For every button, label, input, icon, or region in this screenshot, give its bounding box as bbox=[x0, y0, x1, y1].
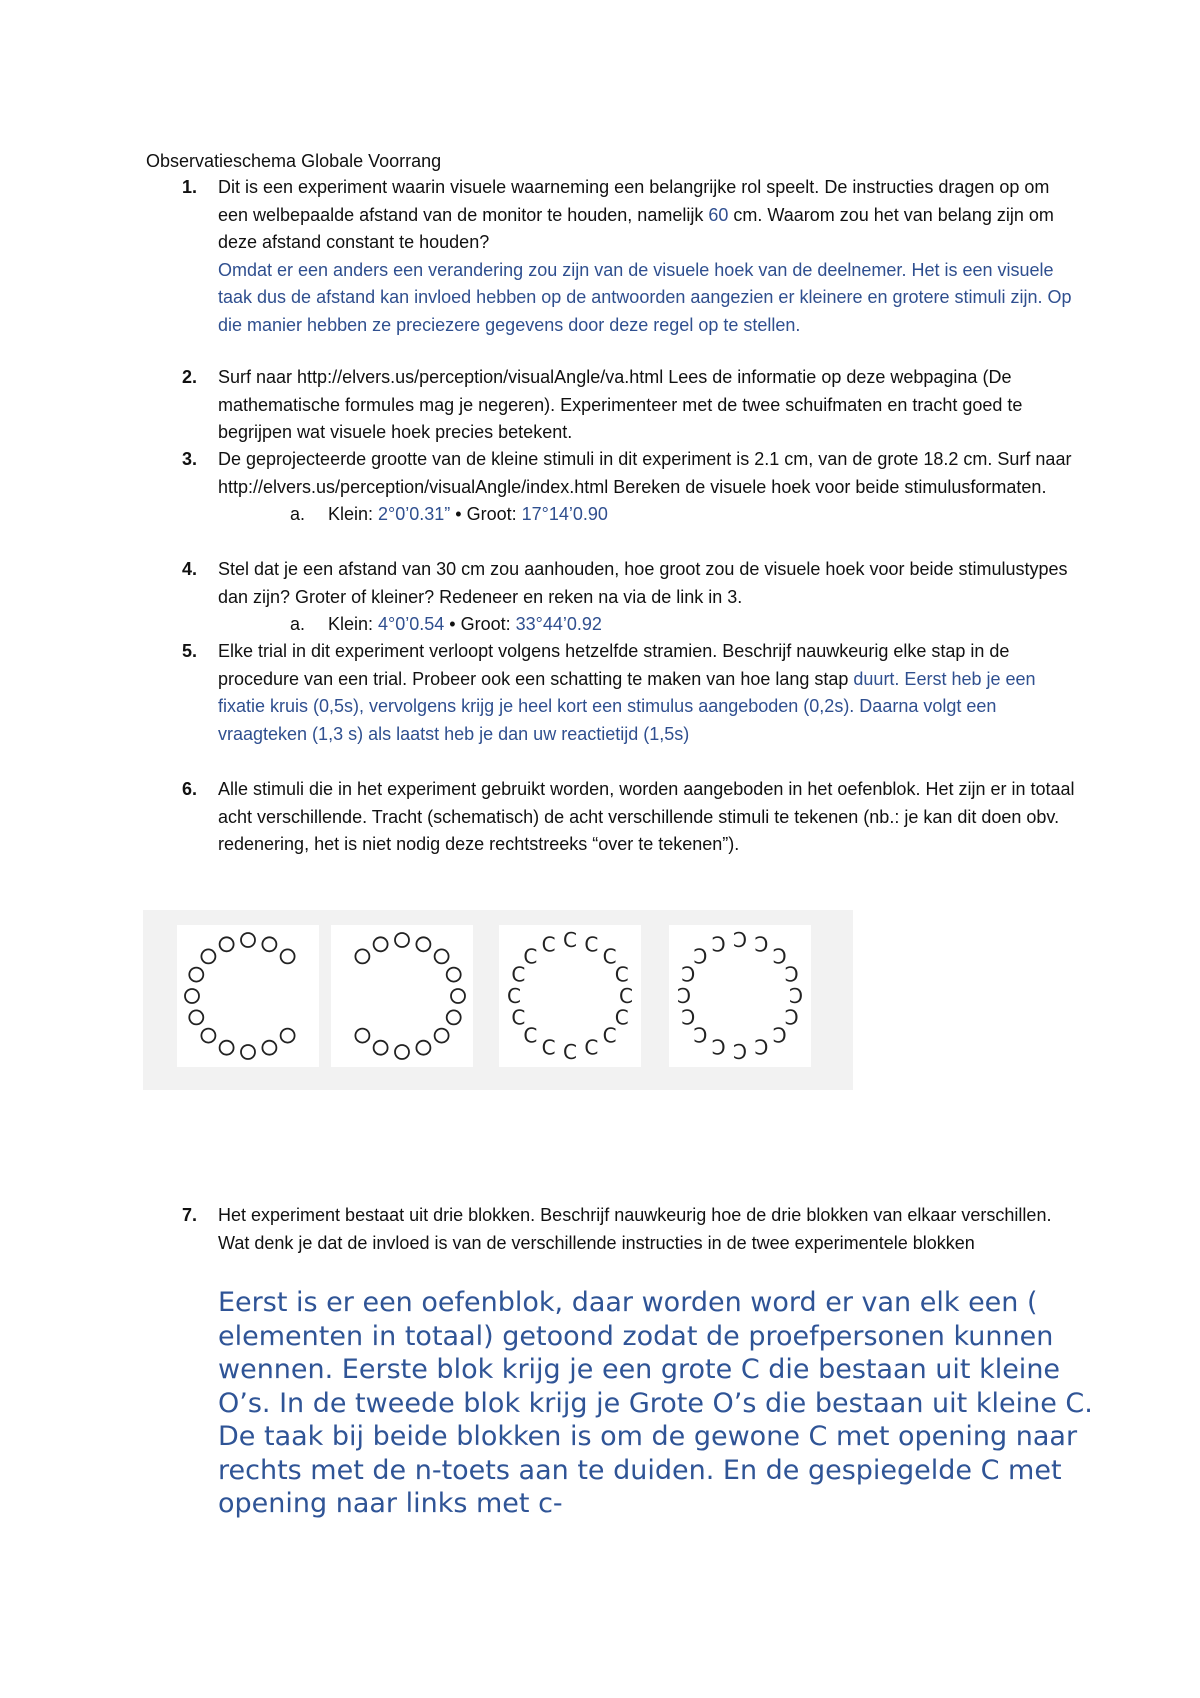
local-letter-c: C bbox=[584, 932, 599, 957]
local-letter-o bbox=[281, 1029, 295, 1043]
local-letter-o bbox=[447, 1010, 461, 1024]
question-1 bbox=[146, 174, 1076, 339]
local-letter-o bbox=[416, 1041, 430, 1055]
question-number: 4. bbox=[182, 559, 198, 579]
angle-large: 17°14’0.90 bbox=[521, 504, 608, 524]
local-letter-c: C bbox=[602, 944, 617, 969]
sub-label-small: Klein: bbox=[328, 614, 379, 634]
question-2 bbox=[146, 364, 1076, 447]
local-letter-c: C bbox=[619, 984, 633, 1008]
local-letter-o bbox=[189, 968, 203, 982]
local-letter-c: Ɔ bbox=[788, 984, 804, 1008]
question-text-continued: cm. Waarom zou het van belang zijn om deze afstand constant te houden? bbox=[218, 204, 1054, 252]
local-letter-o bbox=[220, 937, 234, 951]
local-letter-c: C bbox=[614, 1005, 629, 1030]
answer-text-large: Eerst is er een oefenblok, daar worden word er van elk een ( elementen in totaal) getoond zodat de proefpersonen kunnen wennen. Eerste blok krijg je een grote C die bestaan uit kleine O’s. In de tweede blok krijg je Grote O’s die bestaan uit kleine C. De taak bij beide blokken is om de gewone C met opening naar rechts met de n-toets aan te duiden. En de gespiegelde C met opening naar links met c- bbox=[218, 1287, 1093, 1519]
question-text: Surf naar http://elvers.us/perception/visualAngle/va.html Lees de informatie op deze webpagina (De mathematische formules mag je negeren). Experimenteer met de twee schuifmaten en tracht goed te begrijpen wat visuele hoek precies betekent. bbox=[218, 367, 1023, 442]
stimulus-3 bbox=[499, 925, 641, 1067]
local-letter-c: Ɔ bbox=[681, 962, 696, 987]
stimulus-panel-4 bbox=[669, 925, 811, 1067]
local-letter-o bbox=[416, 937, 430, 951]
angle-small: 4°0’0.54 bbox=[378, 614, 445, 634]
local-letter-o bbox=[241, 933, 255, 947]
question-number: 3. bbox=[182, 449, 198, 469]
document-title: Observatieschema Globale Voorrang bbox=[146, 151, 442, 171]
question-number: 7. bbox=[182, 1205, 198, 1225]
stimulus-2 bbox=[331, 925, 473, 1067]
question-number: 5. bbox=[182, 641, 198, 661]
answer-text: Omdat er een anders een verandering zou zijn van de visuele hoek van de deelnemer. Het is een visuele taak dus de afstand kan invloed hebben op de antwoorden aangezien er kleinere en grotere stimuli zijn. Op die manier hebben ze preciezere gegevens door deze regel op te stellen. bbox=[218, 259, 1072, 335]
local-letter-o bbox=[241, 1045, 255, 1059]
local-letter-c: Ɔ bbox=[754, 1035, 769, 1060]
local-letter-o bbox=[395, 1045, 409, 1059]
sub-label-large: • Groot: bbox=[450, 504, 522, 524]
stimulus-panel-1 bbox=[177, 925, 319, 1067]
sub-label-large: • Groot: bbox=[444, 614, 516, 634]
local-letter-o bbox=[262, 1041, 276, 1055]
local-letter-c: Ɔ bbox=[693, 1023, 708, 1048]
question-text: De geprojecteerde grootte van de kleine stimuli in dit experiment is 2.1 cm, van de grote 18.2 cm. Surf naar http://elvers.us/perception/visualAngle/index.html Bereken de visuele hoek voor beide stimulusformaten. bbox=[218, 449, 1072, 497]
sub-answer bbox=[290, 611, 1076, 639]
question-text: Elke trial in dit experiment verloopt volgens hetzelfde stramien. Beschrijf nauwkeurig elke stap in de procedure van een trial. Probeer ook een schatting te maken van hoe lang stap bbox=[218, 641, 1010, 689]
local-letter-o bbox=[395, 933, 409, 947]
question-7 bbox=[146, 1202, 1076, 1257]
sub-letter: a. bbox=[290, 614, 306, 634]
question-text: Het experiment bestaat uit drie blokken. Beschrijf nauwkeurig hoe de drie blokken van elkaar verschillen. Wat denk je dat de invloed is van de verschillende instructies in de twee experimentele blokken bbox=[218, 1205, 1052, 1253]
local-letter-c: C bbox=[541, 1035, 556, 1060]
local-letter-c: Ɔ bbox=[711, 1035, 726, 1060]
question-number: 2. bbox=[182, 367, 198, 387]
stimuli-figure bbox=[143, 910, 853, 1090]
question-4 bbox=[146, 556, 1076, 639]
inline-answer: 60 bbox=[708, 204, 729, 225]
question-3 bbox=[146, 446, 1076, 529]
local-letter-c: Ɔ bbox=[754, 932, 769, 957]
local-letter-o bbox=[435, 949, 449, 963]
local-letter-c: C bbox=[563, 928, 577, 952]
local-letter-c: C bbox=[563, 1040, 577, 1064]
local-letter-o bbox=[262, 937, 276, 951]
local-letter-o bbox=[220, 1041, 234, 1055]
question-number: 1. bbox=[182, 177, 198, 197]
local-letter-c: Ɔ bbox=[693, 944, 708, 969]
local-letter-c: Ɔ bbox=[681, 1005, 696, 1030]
local-letter-c: C bbox=[602, 1023, 617, 1048]
local-letter-c: C bbox=[523, 944, 538, 969]
local-letter-c: Ɔ bbox=[676, 984, 692, 1008]
local-letter-c: C bbox=[511, 962, 526, 987]
local-letter-o bbox=[355, 1029, 369, 1043]
local-letter-o bbox=[374, 937, 388, 951]
local-letter-c: C bbox=[584, 1035, 599, 1060]
local-letter-c: C bbox=[511, 1005, 526, 1030]
local-letter-o bbox=[447, 968, 461, 982]
answer-text: duurt. Eerst heb je een fixatie kruis (0,5s), vervolgens krijg je heel kort een stimulus aangeboden (0,2s). Daarna volgt een vraagteken (1,3 s) als laatst heb je dan uw reactietijd (1,5s) bbox=[218, 668, 1036, 744]
local-letter-c: Ɔ bbox=[784, 1005, 799, 1030]
local-letter-c: Ɔ bbox=[732, 1040, 748, 1064]
sub-letter: a. bbox=[290, 504, 306, 524]
local-letter-c: Ɔ bbox=[772, 944, 787, 969]
local-letter-c: C bbox=[614, 962, 629, 987]
sub-label-small: Klein: bbox=[328, 504, 379, 524]
local-letter-o bbox=[435, 1029, 449, 1043]
sub-answer bbox=[290, 501, 1076, 529]
question-number: 6. bbox=[182, 779, 198, 799]
question-text: Stel dat je een afstand van 30 cm zou aanhouden, hoe groot zou de visuele hoek voor beide stimulustypes dan zijn? Groter of kleiner? Redeneer en reken na via de link in 3. bbox=[218, 559, 1068, 607]
local-letter-c: Ɔ bbox=[732, 928, 748, 952]
local-letter-o bbox=[281, 949, 295, 963]
local-letter-o bbox=[201, 949, 215, 963]
angle-small: 2°0’0.31” bbox=[378, 504, 451, 524]
stimulus-panel-3 bbox=[499, 925, 641, 1067]
local-letter-c: C bbox=[507, 984, 521, 1008]
local-letter-c: Ɔ bbox=[772, 1023, 787, 1048]
question-text: Alle stimuli die in het experiment gebruikt worden, worden aangeboden in het oefenblok. Het zijn er in totaal acht verschillende. Tracht (schematisch) de acht verschillende stimuli te tekenen (nb.: je kan dit doen obv. redenering, het is niet nodig deze rechtstreeks “over te tekenen”). bbox=[218, 779, 1075, 854]
question-text: Dit is een experiment waarin visuele waarneming een belangrijke rol speelt. De instructies dragen op om een welbepaalde afstand van de monitor te houden, namelijk bbox=[218, 177, 1050, 225]
local-letter-o bbox=[185, 989, 199, 1003]
angle-large: 33°44’0.92 bbox=[515, 614, 602, 634]
stimulus-panel-2 bbox=[331, 925, 473, 1067]
local-letter-o bbox=[355, 949, 369, 963]
question-5 bbox=[146, 638, 1076, 748]
local-letter-o bbox=[451, 989, 465, 1003]
local-letter-c: Ɔ bbox=[711, 932, 726, 957]
stimulus-4 bbox=[669, 925, 811, 1067]
local-letter-c: C bbox=[523, 1023, 538, 1048]
local-letter-o bbox=[201, 1029, 215, 1043]
stimulus-1 bbox=[177, 925, 319, 1067]
question-6 bbox=[146, 776, 1076, 859]
local-letter-c: C bbox=[541, 932, 556, 957]
local-letter-o bbox=[374, 1041, 388, 1055]
local-letter-c: Ɔ bbox=[784, 962, 799, 987]
local-letter-o bbox=[189, 1010, 203, 1024]
